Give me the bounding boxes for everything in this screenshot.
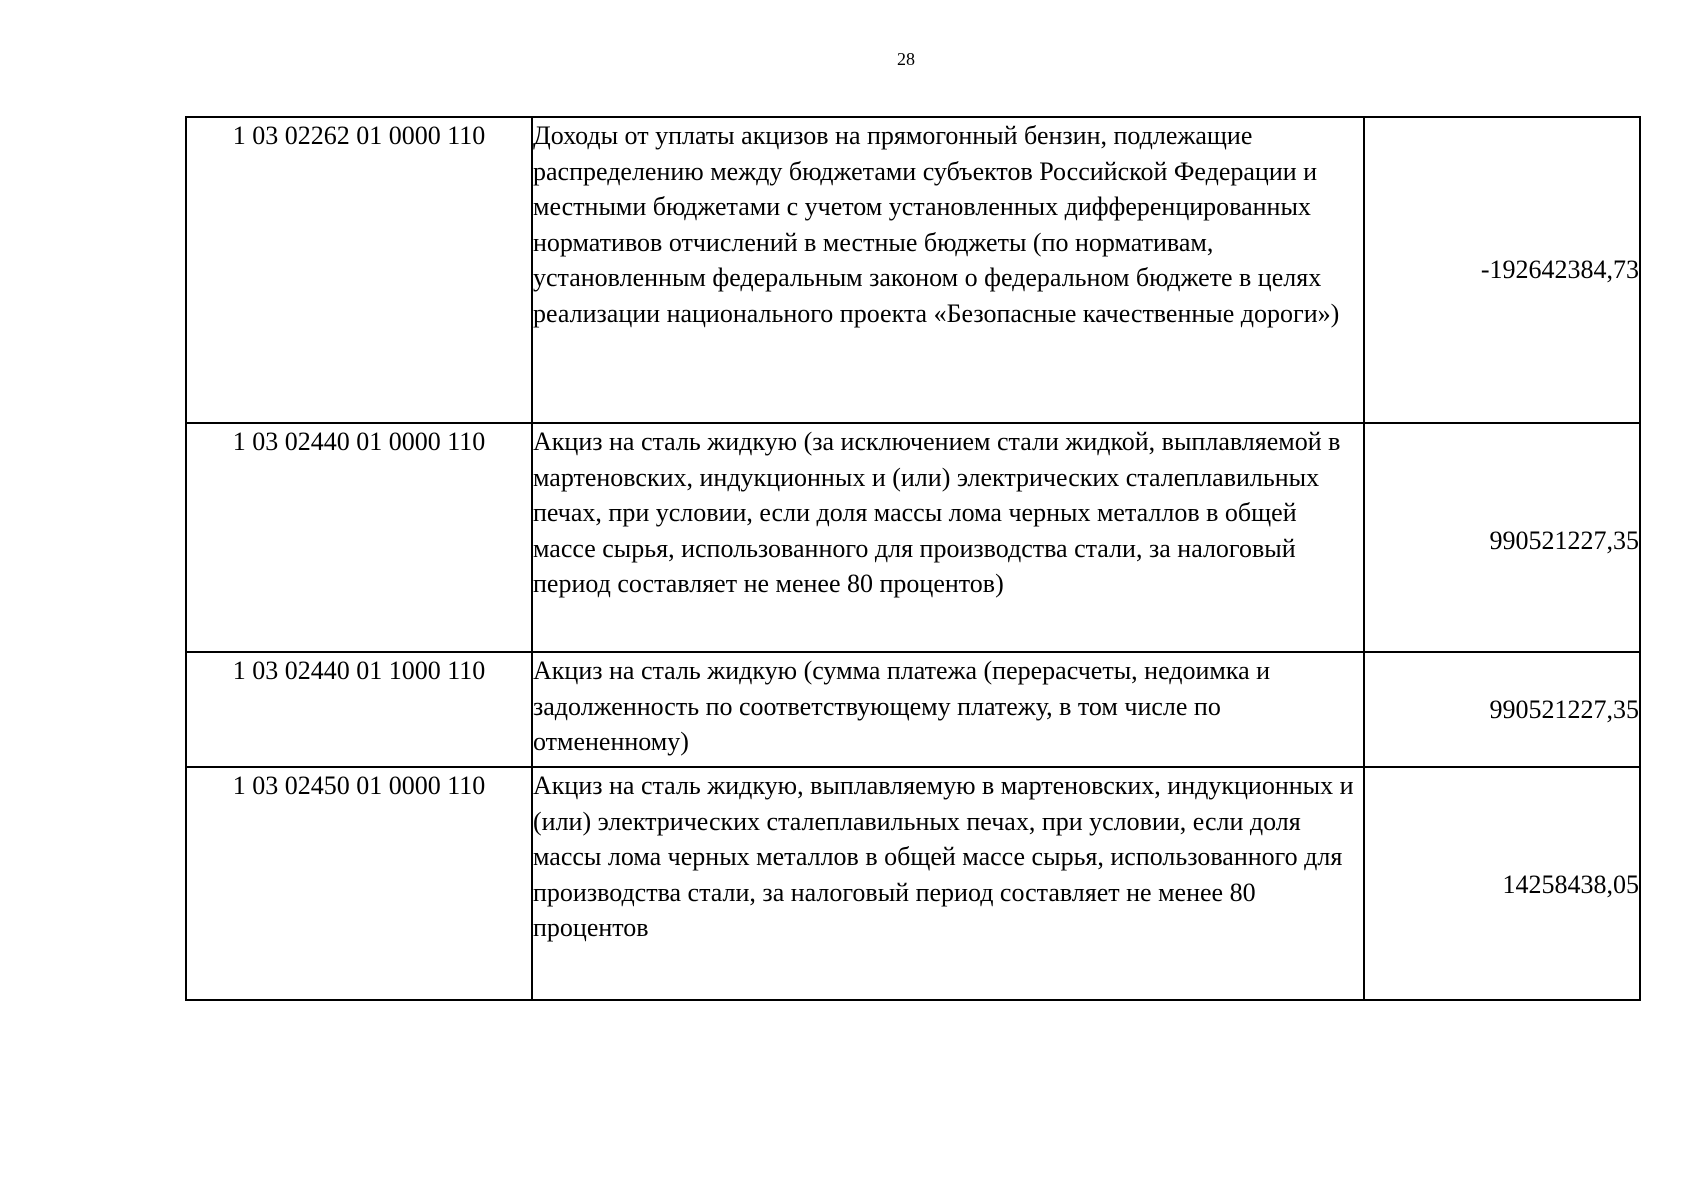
table-row <box>186 767 1640 1000</box>
amount-cell: 14258438,05 <box>1364 767 1640 1000</box>
revenue-table <box>185 116 1641 1001</box>
revenue-name-cell: Доходы от уплаты акцизов на прямогонный бензин, подлежащие распределению между бюджетами субъектов Российской Федерации и местными бюджетами с учетом установленных дифференцированных нормативов отчислений в местные бюджеты (по нормативам, установленным федеральным законом о федеральном бюджете в целях реализации национального проекта «Безопасные качественные дороги») <box>532 117 1364 423</box>
amount-cell: 990521227,35 <box>1364 423 1640 652</box>
table-row <box>186 652 1640 767</box>
amount-cell: -192642384,73 <box>1364 117 1640 423</box>
amount-cell: 990521227,35 <box>1364 652 1640 767</box>
budget-code-cell: 1 03 02262 01 0000 110 <box>186 117 532 423</box>
table-row <box>186 117 1640 423</box>
budget-code-cell: 1 03 02440 01 0000 110 <box>186 423 532 652</box>
budget-code-cell: 1 03 02440 01 1000 110 <box>186 652 532 767</box>
page-number: 28 <box>897 49 915 69</box>
revenue-name-cell: Акциз на сталь жидкую (сумма платежа (перерасчеты, недоимка и задолженность по соответствующему платежу, в том числе по отмененному) <box>532 652 1364 767</box>
table-row <box>186 423 1640 652</box>
budget-code-cell: 1 03 02450 01 0000 110 <box>186 767 532 1000</box>
revenue-name-cell: Акциз на сталь жидкую (за исключением стали жидкой, выплавляемой в мартеновских, индукционных и (или) электрических сталеплавильных печах, при условии, если доля массы лома черных металлов в общей массе сырья, использованного для производства стали, за налоговый период составляет не менее 80 процентов) <box>532 423 1364 652</box>
revenue-name-cell: Акциз на сталь жидкую, выплавляемую в мартеновских, индукционных и (или) электрических сталеплавильных печах, при условии, если доля массы лома черных металлов в общей массе сырья, использованного для производства стали, за налоговый период составляет не менее 80 процентов <box>532 767 1364 1000</box>
